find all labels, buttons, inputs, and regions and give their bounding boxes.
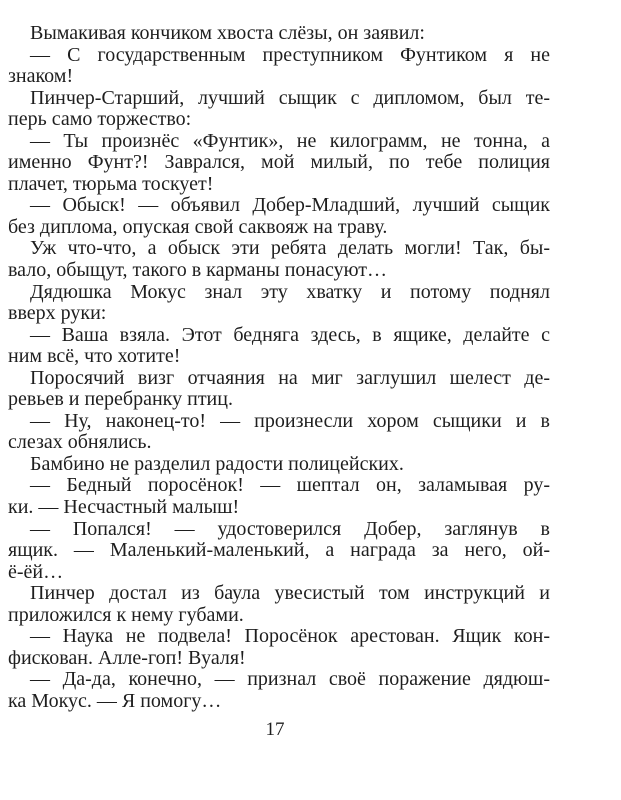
text-line: — Ты произнёс «Фунтик», не килограмм, не тонна, а: [30, 130, 550, 152]
text-line: — Обыск! — объявил Добер-Младший, лучший сыщик: [30, 195, 550, 217]
text-line: ка Мокус. — Я помогу…: [8, 689, 222, 712]
text-line: — Ну, наконец-то! — произнесли хором сыщики и в: [30, 410, 550, 432]
text-line: — Да-да, конечно, — признал своё поражение дядюш-: [30, 669, 550, 691]
text-line: Пинчер-Старший, лучший сыщик с дипломом, был те-: [30, 87, 550, 109]
text-line: знаком!: [8, 65, 74, 88]
text-line: — Бедный поросёнок! — шептал он, заламывая ру-: [30, 475, 550, 497]
text-line: вверх руки:: [8, 302, 107, 325]
page-number: 17: [265, 719, 285, 740]
text-line: Вымакивая кончиком хвоста слёзы, он заявил:: [30, 22, 425, 44]
text-line: ё-ёй…: [8, 560, 64, 583]
text-line: — С государственным преступником Фунтиком я не: [30, 44, 550, 66]
text-line: — Попался! — удостоверился Добер, заглянув в: [30, 518, 550, 540]
text-line: вало, обыщут, такого в карманы понасуют…: [8, 259, 388, 282]
text-line: ки. — Несчастный малыш!: [8, 496, 240, 519]
text-line: без диплома, опуская свой саквояж на траву.: [8, 215, 388, 238]
text-line: ревьев и перебранку птиц.: [8, 388, 233, 411]
text-line: слезах обнялись.: [8, 431, 152, 454]
text-line: — Наука не подвела! Поросёнок арестован. Ящик кон-: [30, 626, 550, 648]
text-line: Бамбино не разделил радости полицейских.: [30, 452, 404, 475]
text-line: Дядюшка Мокус знал эту хватку и потому поднял: [30, 281, 550, 303]
text-line: фискован. Алле-гоп! Вуаля!: [8, 646, 246, 669]
text-line: — Ваша взяла. Этот бедняга здесь, в ящике, делайте с: [30, 324, 550, 346]
text-line: именно Фунт?! Заврался, мой милый, по тебе полиция: [8, 152, 550, 174]
text-line: плачет, тюрьма тоскует!: [8, 172, 214, 195]
book-page-text: [8, 23, 550, 713]
text-line: перь само торжество:: [8, 108, 192, 131]
text-line: ящик. — Маленький-маленький, а награда за него, ой-: [8, 540, 550, 562]
text-line: Пинчер достал из баула увесистый том инструкций и: [30, 583, 550, 605]
text-line: Поросячий визг отчаяния на миг заглушил шелест де-: [30, 367, 550, 389]
text-line: Уж что-что, а обыск эти ребята делать могли! Так, бы-: [30, 238, 550, 260]
text-line: приложился к нему губами.: [8, 603, 244, 626]
text-line: ним всё, что хотите!: [8, 345, 181, 368]
